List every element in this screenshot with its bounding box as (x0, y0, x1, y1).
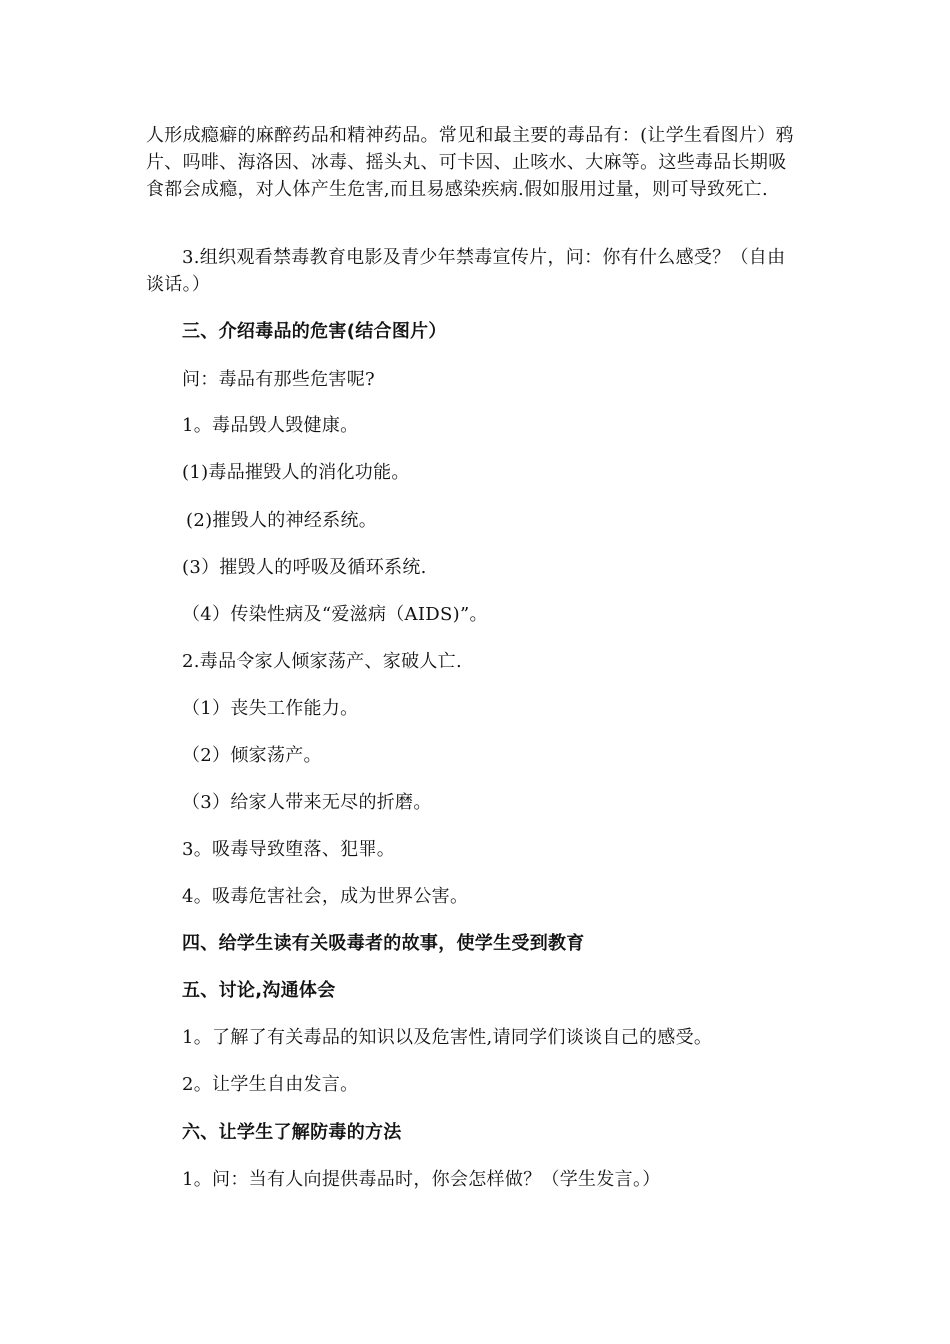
harm-item-4: 4。吸毒危害社会，成为世界公害。 (182, 886, 469, 907)
discussion-item-1: 1。了解了有关毒品的知识以及危害性,请同学们谈谈自己的感受。 (182, 1027, 713, 1048)
prevention-item-1: 1。问：当有人向提供毒品时，你会怎样做？（学生发言。） (182, 1169, 661, 1190)
harm-item-2-1: （1）丧失工作能力。 (182, 698, 359, 719)
section3-question: 问：毒品有那些危害呢? (182, 369, 375, 390)
harm-item-1-2: (2)摧毁人的神经系统。 (186, 510, 378, 531)
harm-item-1: 1。毒品毁人毁健康。 (182, 415, 359, 436)
harm-item-1-1: (1)毒品摧毁人的消化功能。 (182, 462, 410, 483)
harm-item-3: 3。吸毒导致堕落、犯罪。 (182, 839, 396, 860)
film-paragraph: 3.组织观看禁毒教育电影及青少年禁毒宣传片，问：你有什么感受？（自由谈话。） (146, 247, 786, 295)
harm-item-1-4: （4）传染性病及“爱滋病（AIDS)”。 (182, 604, 488, 625)
harm-item-2-3: （3）给家人带来无尽的折磨。 (182, 792, 432, 813)
harm-item-2-2: （2）倾家荡产。 (182, 745, 322, 766)
discussion-item-2: 2。让学生自由发言。 (182, 1074, 359, 1095)
harm-item-1-3: (3）摧毁人的呼吸及循环系统. (182, 557, 427, 578)
section5-heading: 五、讨论,沟通体会 (182, 980, 336, 1001)
section3-heading: 三、介绍毒品的危害(结合图片） (182, 321, 447, 342)
section4-heading: 四、给学生读有关吸毒者的故事，使学生受到教育 (182, 933, 585, 954)
harm-item-2: 2.毒品令家人倾家荡产、家破人亡. (182, 651, 462, 672)
section6-heading: 六、让学生了解防毒的方法 (182, 1122, 402, 1143)
intro-paragraph: 人形成瘾癖的麻醉药品和精神药品。常见和最主要的毒品有：(让学生看图片）鸦片、吗啡、海洛因、冰毒、摇头丸、可卡因、止咳水、大麻等。这些毒品长期吸食都会成瘾，对人体产生危害,而且易感染疾病.假如服用过量，则可导致死亡. (146, 125, 794, 200)
